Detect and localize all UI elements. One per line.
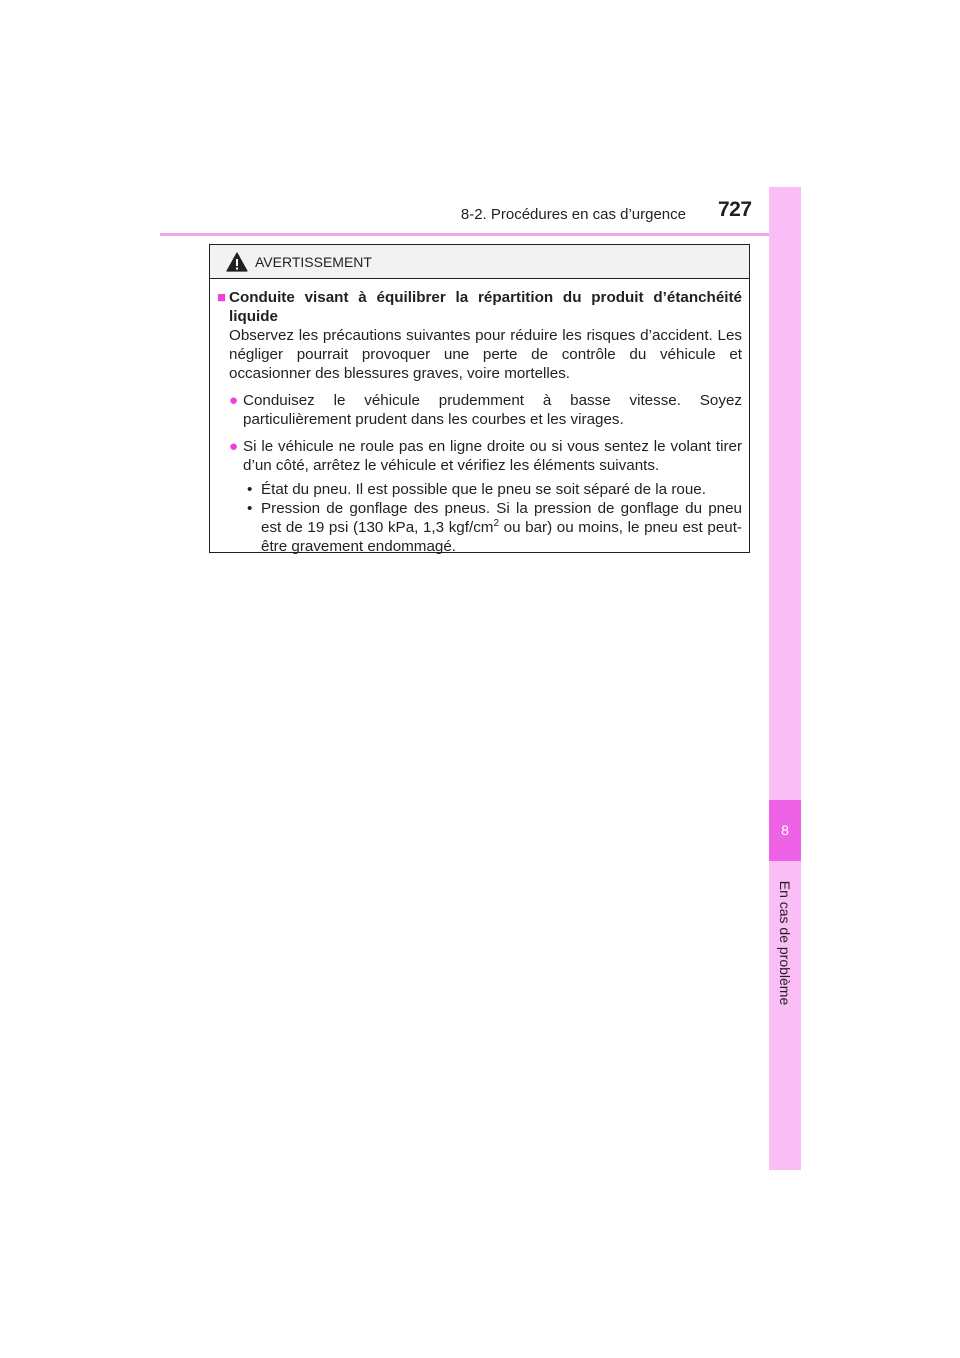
warning-title-text: Conduite visant à équilibrer la répartition du produit d’étanchéité liquide	[229, 289, 742, 325]
pressure-text-end: ou bar) ou moins, le pneu est peut-être gravement endommagé.	[261, 519, 742, 555]
list-item-text: Si le véhicule ne roule pas en ligne droite ou si vous sentez le volant tirer d’un côté, arrêtez le véhicule et vérifiez les éléments suivants.	[243, 438, 742, 474]
circle-bullet-icon: ●	[229, 392, 239, 409]
chapter-number: 8	[781, 822, 789, 838]
sub-item-text: État du pneu. Il est possible que le pneu se soit séparé de la roue.	[261, 481, 706, 498]
circle-bullet-icon: ●	[229, 438, 239, 455]
chapter-title: En cas de problème	[777, 880, 793, 1006]
warning-box	[209, 244, 750, 553]
sub-list	[243, 480, 742, 556]
sub-list-item	[243, 480, 742, 499]
warning-label: AVERTISSEMENT	[255, 253, 372, 270]
dot-bullet-icon: •	[247, 500, 253, 517]
list-item-text: Conduisez le véhicule prudemment à basse vitesse. Soyez particulièrement prudent dans les courbes et les virages.	[243, 392, 742, 428]
square-bullet-icon: ■	[217, 289, 227, 306]
header-divider	[160, 233, 801, 236]
warning-item-title	[217, 288, 742, 326]
sub-item-text	[261, 499, 742, 556]
dot-bullet-icon: •	[247, 481, 253, 498]
list-item	[229, 391, 742, 429]
warning-intro: Observez les précautions suivantes pour réduire les risques d’accident. Les négliger pourrait provoquer une perte de contrôle du véhicule et occasionner des blessures graves, voire mortelles.	[229, 327, 742, 382]
pressure-text-start: Pression de gonflage des pneus. Si la pression de gonflage du pneu est de 19 psi (130 kPa, 1,3 kgf/cm	[261, 500, 742, 536]
sub-list-item	[243, 499, 742, 556]
chapter-side-tab	[769, 187, 801, 1170]
section-header: 8-2. Procédures en cas d’urgence	[460, 206, 686, 223]
warning-header	[210, 245, 749, 279]
list-item	[229, 437, 742, 475]
warning-body	[210, 279, 749, 556]
page-number: 727	[718, 198, 752, 221]
warning-triangle-icon	[226, 252, 248, 272]
superscript-2: 2	[493, 517, 499, 529]
